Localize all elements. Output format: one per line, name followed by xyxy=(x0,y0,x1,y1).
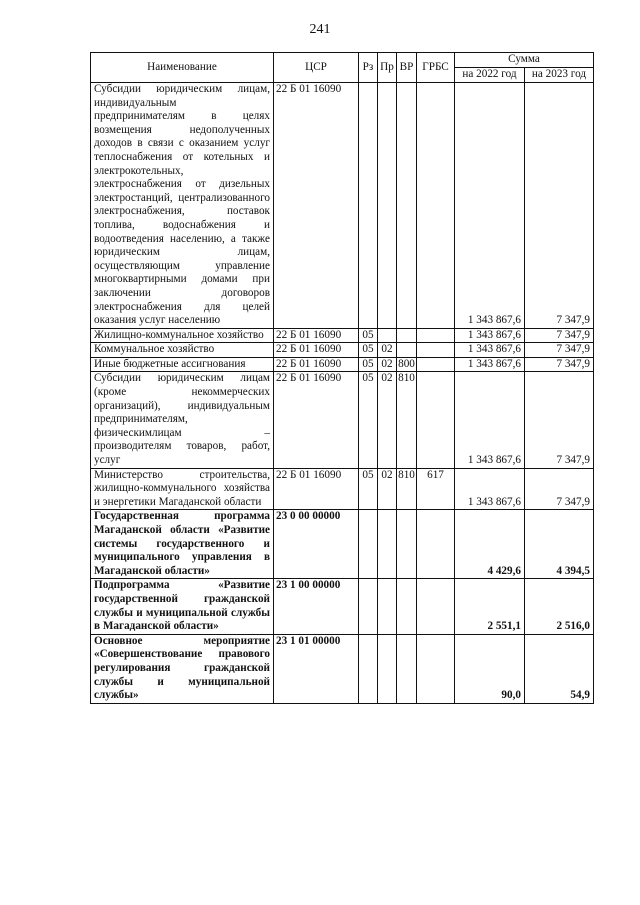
cell-pr: 02 xyxy=(378,372,397,468)
header-grbs: ГРБС xyxy=(417,53,455,83)
cell-sum-2022: 1 343 867,6 xyxy=(455,328,525,343)
cell-vr xyxy=(397,579,417,634)
cell-csr: 22 Б 01 16090 xyxy=(274,83,359,329)
budget-table xyxy=(90,52,594,704)
cell-sum-2023: 4 394,5 xyxy=(525,510,594,579)
header-name: Наименование xyxy=(91,53,274,83)
cell-sum-2023: 2 516,0 xyxy=(525,579,594,634)
cell-csr: 22 Б 01 16090 xyxy=(274,468,359,510)
table-row xyxy=(91,328,594,343)
cell-pr: 02 xyxy=(378,357,397,372)
cell-pr xyxy=(378,328,397,343)
table-row xyxy=(91,83,594,329)
cell-name: Министерство строительства, жилищно-коммунального хозяйства и энергетики Магаданской области xyxy=(91,468,274,510)
cell-grbs xyxy=(417,328,455,343)
cell-sum-2022: 2 551,1 xyxy=(455,579,525,634)
cell-pr xyxy=(378,510,397,579)
header-rz: Рз xyxy=(359,53,378,83)
cell-grbs: 617 xyxy=(417,468,455,510)
cell-vr xyxy=(397,83,417,329)
cell-csr: 22 Б 01 16090 xyxy=(274,328,359,343)
cell-sum-2023: 7 347,9 xyxy=(525,372,594,468)
cell-rz: 05 xyxy=(359,343,378,358)
header-vr: ВР xyxy=(397,53,417,83)
cell-sum-2023: 7 347,9 xyxy=(525,328,594,343)
header-year-2022: на 2022 год xyxy=(455,68,525,83)
cell-vr: 810 xyxy=(397,468,417,510)
cell-rz: 05 xyxy=(359,328,378,343)
cell-grbs xyxy=(417,343,455,358)
cell-vr xyxy=(397,343,417,358)
cell-rz: 05 xyxy=(359,468,378,510)
cell-sum-2022: 1 343 867,6 xyxy=(455,83,525,329)
cell-name: Основное мероприятие «Совершенствование правового регулирования гражданской службы и муниципальной службы» xyxy=(91,634,274,703)
cell-vr xyxy=(397,328,417,343)
page-number: 241 xyxy=(309,22,331,37)
cell-grbs xyxy=(417,372,455,468)
header-sum: Сумма xyxy=(455,53,594,68)
cell-sum-2022: 1 343 867,6 xyxy=(455,372,525,468)
header-pr: Пр xyxy=(378,53,397,83)
cell-name: Государственная программа Магаданской области «Развитие системы государственного и муниципального управления в Магаданской области» xyxy=(91,510,274,579)
cell-grbs xyxy=(417,634,455,703)
cell-csr: 23 1 00 00000 xyxy=(274,579,359,634)
cell-rz xyxy=(359,83,378,329)
cell-rz xyxy=(359,510,378,579)
cell-sum-2022: 1 343 867,6 xyxy=(455,343,525,358)
cell-grbs xyxy=(417,579,455,634)
cell-rz xyxy=(359,579,378,634)
table-row xyxy=(91,510,594,579)
cell-sum-2023: 7 347,9 xyxy=(525,468,594,510)
cell-csr: 23 1 01 00000 xyxy=(274,634,359,703)
table-row xyxy=(91,372,594,468)
cell-name: Иные бюджетные ассигнования xyxy=(91,357,274,372)
cell-csr: 23 0 00 00000 xyxy=(274,510,359,579)
cell-sum-2022: 4 429,6 xyxy=(455,510,525,579)
cell-grbs xyxy=(417,357,455,372)
cell-name: Коммунальное хозяйство xyxy=(91,343,274,358)
cell-sum-2023: 54,9 xyxy=(525,634,594,703)
cell-grbs xyxy=(417,83,455,329)
cell-name: Жилищно-коммунальное хозяйство xyxy=(91,328,274,343)
cell-sum-2023: 7 347,9 xyxy=(525,343,594,358)
cell-sum-2023: 7 347,9 xyxy=(525,83,594,329)
cell-csr: 22 Б 01 16090 xyxy=(274,372,359,468)
header-csr: ЦСР xyxy=(274,53,359,83)
cell-pr xyxy=(378,579,397,634)
cell-vr: 800 xyxy=(397,357,417,372)
cell-pr xyxy=(378,634,397,703)
cell-pr: 02 xyxy=(378,343,397,358)
table-row xyxy=(91,468,594,510)
cell-rz: 05 xyxy=(359,372,378,468)
cell-sum-2022: 1 343 867,6 xyxy=(455,468,525,510)
table-row xyxy=(91,343,594,358)
cell-pr: 02 xyxy=(378,468,397,510)
cell-name: Подпрограмма «Развитие государственной гражданской службы и муниципальной службы в Магаданской области» xyxy=(91,579,274,634)
table-row xyxy=(91,634,594,703)
cell-csr: 22 Б 01 16090 xyxy=(274,343,359,358)
cell-name: Субсидии юридическим лицам (кроме некоммерческих организаций), индивидуальным предпринимателям, физическимлицам – производителям товаров, работ, услуг xyxy=(91,372,274,468)
cell-grbs xyxy=(417,510,455,579)
table-row xyxy=(91,357,594,372)
header-year-2023: на 2023 год xyxy=(525,68,594,83)
cell-vr: 810 xyxy=(397,372,417,468)
cell-pr xyxy=(378,83,397,329)
cell-csr: 22 Б 01 16090 xyxy=(274,357,359,372)
cell-name: Субсидии юридическим лицам, индивидуальным предпринимателям в целях возмещения недополученных доходов в связи с оказанием услуг теплоснабжения от котельных и электрокотельных, электроснабжения от дизельных электростанций, централизованного электроснабжения, поставок топлива, водоснабжения и водоотведения населению, а также юридическим лицам, осуществляющим управление многоквартирными домами при заключении договоров электроснабжения для целей оказания услуг населению xyxy=(91,83,274,329)
cell-vr xyxy=(397,510,417,579)
cell-rz: 05 xyxy=(359,357,378,372)
table-row xyxy=(91,579,594,634)
cell-vr xyxy=(397,634,417,703)
cell-sum-2022: 1 343 867,6 xyxy=(455,357,525,372)
cell-sum-2022: 90,0 xyxy=(455,634,525,703)
cell-sum-2023: 7 347,9 xyxy=(525,357,594,372)
cell-rz xyxy=(359,634,378,703)
